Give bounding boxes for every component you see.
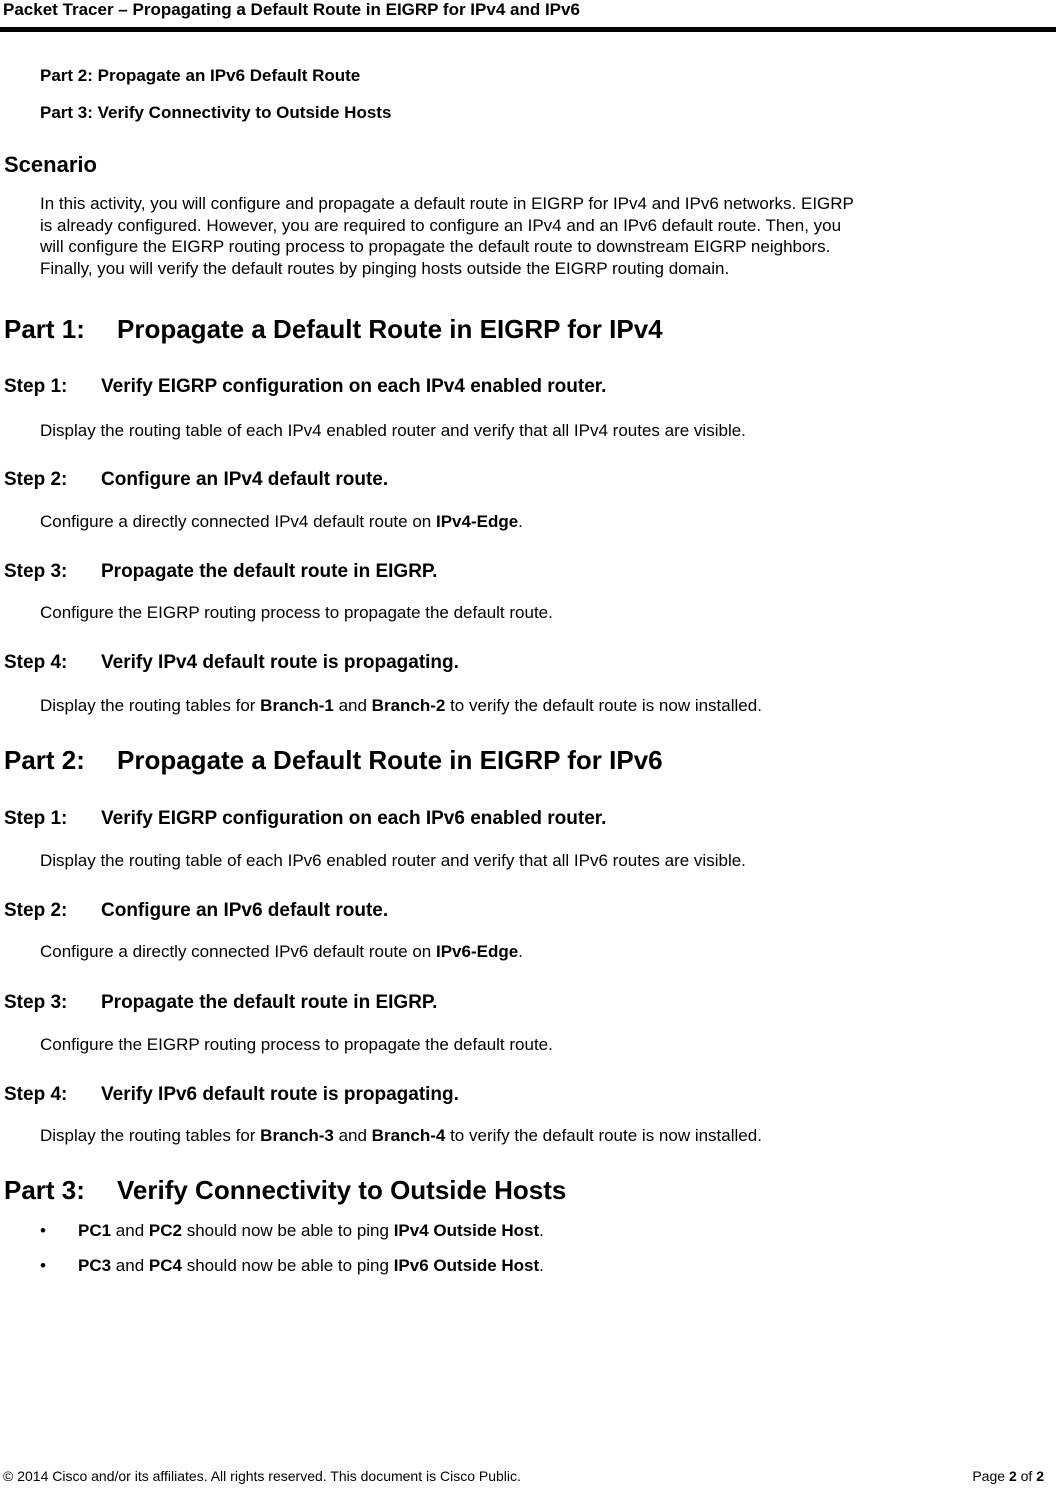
part-number: Part 1:	[4, 314, 85, 344]
device-name: Branch-3	[260, 1126, 334, 1145]
part-2-step-1-body: Display the routing table of each IPv6 enabled router and verify that all IPv6 routes are visible.	[40, 851, 746, 870]
step-title: Configure an IPv4 default route.	[101, 469, 389, 490]
body-text: .	[518, 942, 523, 961]
device-name: PC2	[148, 1221, 182, 1240]
part-1-step-4-heading	[4, 652, 459, 674]
scenario-line: will configure the EIGRP routing process to propagate the default route to downstream EIGRP neighbors.	[40, 237, 831, 256]
device-name: PC4	[148, 1256, 182, 1275]
device-name: IPv6 Outside Host	[393, 1256, 540, 1275]
step-number: Step 1:	[4, 376, 68, 397]
body-text: should now be able to ping	[181, 1221, 394, 1240]
part-title: Verify Connectivity to Outside Hosts	[117, 1175, 567, 1205]
body-text: to verify the default route is now installed.	[445, 696, 762, 715]
part-1-step-1-heading	[4, 376, 606, 398]
scenario-line: is already configured. However, you are required to configure an IPv4 and an IPv6 default route. Then, you	[40, 215, 842, 235]
body-text: Display the routing tables for	[40, 1126, 261, 1145]
step-number: Step 1:	[4, 808, 68, 829]
step-number: Step 4:	[4, 1084, 68, 1105]
step-number: Step 4:	[4, 652, 68, 673]
body-text: and	[333, 696, 372, 715]
device-name: IPv6-Edge	[435, 942, 519, 961]
body-text: and	[111, 1256, 149, 1275]
part-2-step-2-body	[40, 942, 523, 962]
part-1-heading	[4, 314, 663, 345]
step-number: Step 3:	[4, 992, 68, 1013]
body-text: Configure a directly connected IPv6 default route on	[40, 942, 436, 961]
body-text: Display the routing tables for	[40, 696, 261, 715]
device-name: Branch-1	[260, 696, 334, 715]
step-title: Verify IPv4 default route is propagating.	[101, 652, 459, 673]
objective-part-3: Part 3: Verify Connectivity to Outside Hosts	[40, 103, 392, 122]
device-name: Branch-2	[371, 696, 446, 715]
part-2-step-3-heading	[4, 992, 437, 1014]
part-number: Part 2:	[4, 745, 85, 775]
step-title: Verify EIGRP configuration on each IPv4 enabled router.	[101, 376, 607, 397]
step-title: Verify IPv6 default route is propagating.	[101, 1084, 459, 1105]
bullet-icon: •	[40, 1221, 46, 1240]
step-number: Step 2:	[4, 900, 68, 921]
part-1-step-4-body	[40, 696, 762, 716]
body-text: to verify the default route is now installed.	[445, 1126, 762, 1145]
document-title: Packet Tracer – Propagating a Default Route in EIGRP for IPv4 and IPv6	[3, 0, 580, 19]
body-text: and	[111, 1221, 149, 1240]
device-name: PC3	[78, 1256, 112, 1275]
footer-copyright: © 2014 Cisco and/or its affiliates. All rights reserved. This document is Cisco Public.	[3, 1468, 521, 1484]
part-1-step-2-body	[40, 512, 523, 532]
part-1-step-3-heading	[4, 561, 437, 583]
part-1-step-2-heading	[4, 469, 388, 491]
device-name: Branch-4	[371, 1126, 446, 1145]
part-2-step-3-body: Configure the EIGRP routing process to propagate the default route.	[40, 1035, 553, 1054]
device-name: PC1	[78, 1221, 112, 1240]
device-name: IPv4-Edge	[435, 512, 519, 531]
part-1-step-3-body: Configure the EIGRP routing process to propagate the default route.	[40, 603, 553, 622]
page-of: of	[1016, 1468, 1037, 1484]
step-number: Step 3:	[4, 561, 68, 582]
scenario-line: In this activity, you will configure and propagate a default route in EIGRP for IPv4 and IPv6 networks. EIGRP	[40, 194, 854, 213]
scenario-heading: Scenario	[4, 152, 97, 177]
page-current: 2	[1008, 1468, 1017, 1484]
part-2-step-2-heading	[4, 900, 388, 922]
page-label: Page	[972, 1468, 1009, 1484]
header-divider	[0, 27, 1056, 32]
objective-part-2: Part 2: Propagate an IPv6 Default Route	[40, 66, 361, 85]
scenario-line: Finally, you will verify the default routes by pinging hosts outside the EIGRP routing domain.	[40, 258, 730, 278]
body-text: Configure a directly connected IPv4 default route on	[40, 512, 436, 531]
part-2-step-4-heading	[4, 1084, 459, 1106]
body-text: .	[539, 1221, 544, 1240]
body-text: and	[333, 1126, 372, 1145]
part-1-step-1-body: Display the routing table of each IPv4 enabled router and verify that all IPv4 routes are visible.	[40, 421, 746, 440]
body-text: .	[539, 1256, 544, 1275]
step-title: Propagate the default route in EIGRP.	[101, 561, 438, 582]
body-text: .	[518, 512, 523, 531]
part-title: Propagate a Default Route in EIGRP for IPv6	[117, 745, 663, 775]
footer-page-number	[972, 1468, 1044, 1484]
step-title: Verify EIGRP configuration on each IPv6 enabled router.	[101, 808, 607, 829]
part-3-heading	[4, 1175, 566, 1206]
bullet-icon: •	[40, 1256, 46, 1275]
step-title: Configure an IPv6 default route.	[101, 900, 389, 921]
part-title: Propagate a Default Route in EIGRP for IPv4	[117, 314, 663, 344]
body-text: should now be able to ping	[181, 1256, 394, 1275]
bullet-item-1	[40, 1221, 544, 1241]
scenario-paragraph	[40, 193, 1045, 279]
device-name: IPv4 Outside Host	[393, 1221, 540, 1240]
step-number: Step 2:	[4, 469, 68, 490]
part-2-step-1-heading	[4, 808, 606, 830]
part-2-heading	[4, 745, 663, 776]
part-2-step-4-body	[40, 1126, 762, 1146]
bullet-item-2	[40, 1256, 544, 1276]
step-title: Propagate the default route in EIGRP.	[101, 992, 438, 1013]
part-number: Part 3:	[4, 1175, 85, 1205]
page-total: 2	[1036, 1468, 1044, 1484]
